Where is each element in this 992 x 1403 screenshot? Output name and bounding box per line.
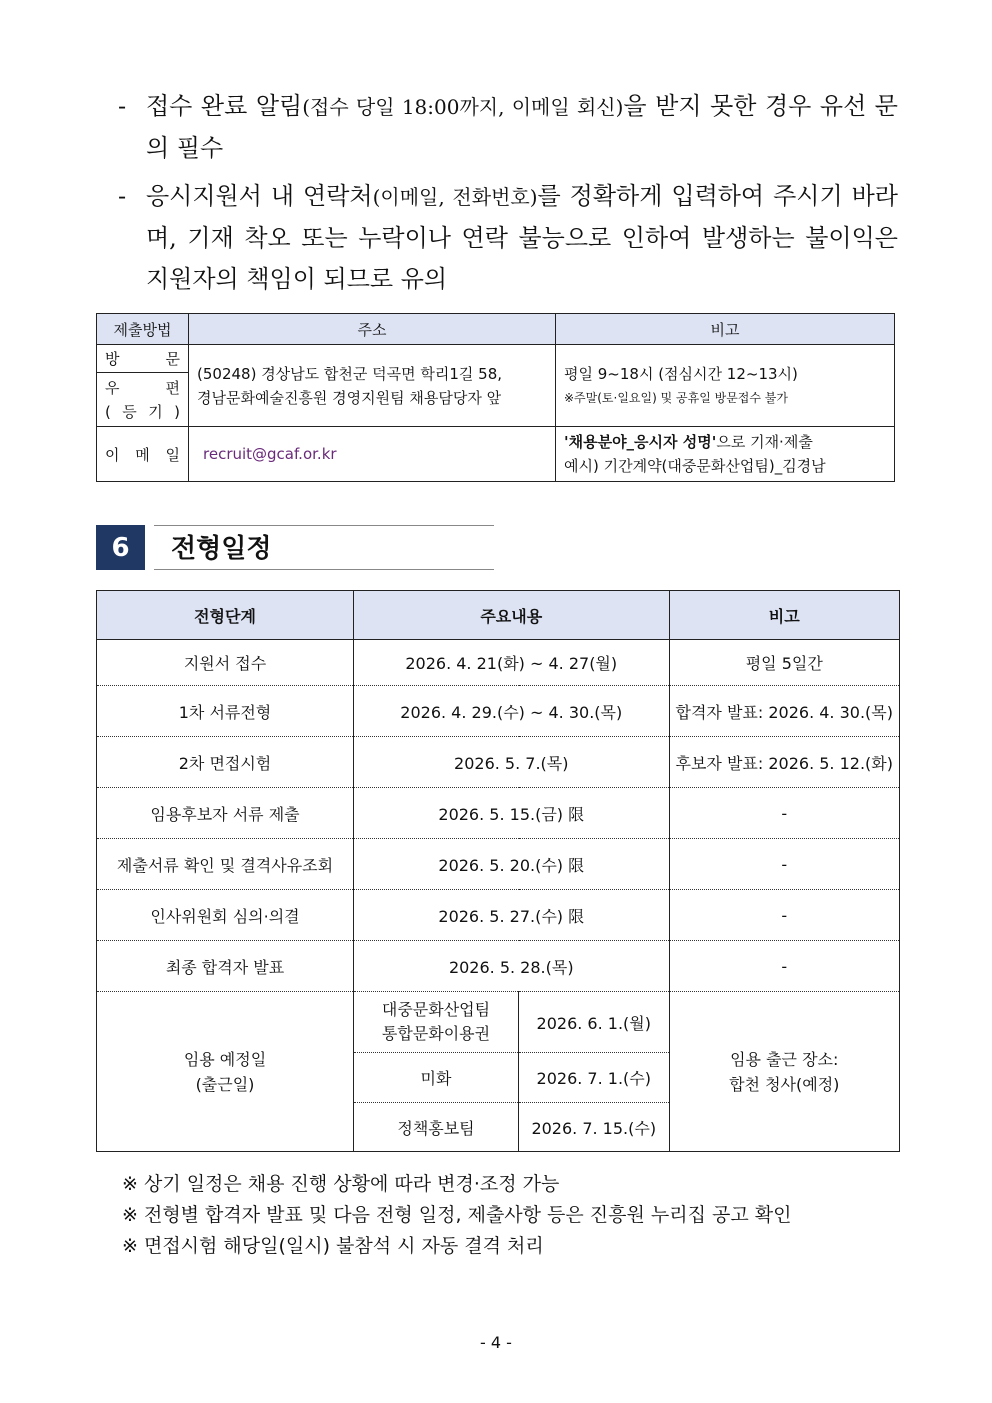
content-cell: 2026. 5. 27.(수) 限 <box>354 890 670 941</box>
notes <box>122 1169 791 1262</box>
appointment-stage-line1: 임용 예정일 <box>183 1049 267 1069</box>
stage-cell: 2차 면접시험 <box>97 737 354 788</box>
schedule-table <box>96 590 900 1152</box>
section-rule-top <box>154 525 494 526</box>
stage-cell: 최종 합격자 발표 <box>97 941 354 992</box>
note-item: ※ 전형별 합격자 발표 및 다음 전형 일정, 제출사항 등은 진흥원 누리집 공고 확인 <box>122 1204 792 1226</box>
email-note-rest: 으로 기재·제출 <box>716 433 813 451</box>
email-note-line1 <box>564 430 886 454</box>
page-number: - 4 - <box>480 1333 512 1352</box>
note-item: ※ 면접시험 해당일(일시) 불참석 시 자동 결격 처리 <box>122 1235 544 1257</box>
visit-note-cell <box>556 345 895 427</box>
stage-cell: 1차 서류전형 <box>97 686 354 737</box>
appointment-stage-cell <box>97 992 354 1152</box>
stage-cell: 지원서 접수 <box>97 640 354 686</box>
team-line1: 대중문화산업팀 <box>381 1000 491 1019</box>
address-cell <box>189 345 556 427</box>
table-row <box>97 686 900 737</box>
section-number: 6 <box>96 525 145 570</box>
content-cell: 2026. 4. 29.(수) ~ 4. 30.(목) <box>354 686 670 737</box>
note-cell: - <box>669 839 899 890</box>
team-date-cell: 2026. 7. 15.(수) <box>519 1103 670 1152</box>
header-note: 비고 <box>669 591 899 640</box>
address-line2: 경남문화예술진흥원 경영지원팀 채용담당자 앞 <box>197 388 502 407</box>
bullet-text: 접수 완료 알림(접수 당일 18:00까지, 이메일 회신)을 받지 못한 경우 유선 문의 필수 <box>146 92 898 162</box>
note-cell: - <box>669 941 899 992</box>
visit-note-closed: ※주말(토·일요일) 및 공휴일 방문접수 불가 <box>564 390 788 405</box>
table-row <box>97 890 900 941</box>
table-row <box>97 941 900 992</box>
header-note: 비고 <box>556 314 895 345</box>
note-cell: 평일 5일간 <box>669 640 899 686</box>
visit-label: 방 문 <box>97 345 189 373</box>
table-row <box>97 839 900 890</box>
content-cell: 2026. 5. 7.(목) <box>354 737 670 788</box>
team-cell: 정책홍보팀 <box>354 1103 519 1152</box>
submission-method-table <box>96 313 895 482</box>
section-title: 전형일정 <box>171 534 272 564</box>
table-row <box>97 737 900 788</box>
email-note-bold: '채용분야_응시자 성명' <box>564 433 717 451</box>
table-row <box>97 640 900 686</box>
stage-cell: 인사위원회 심의·의결 <box>97 890 354 941</box>
section-rule-bottom <box>154 569 494 570</box>
content-cell: 2026. 5. 15.(금) 限 <box>354 788 670 839</box>
bullet-dash: - <box>118 92 127 120</box>
mail-label-line2: ( 등 기 ) <box>105 402 180 421</box>
table-row <box>97 788 900 839</box>
appointment-note-line1: 임용 출근 장소: <box>730 1049 839 1069</box>
note-cell: - <box>669 788 899 839</box>
mail-label <box>97 373 189 427</box>
header-content: 주요내용 <box>354 591 670 640</box>
note-cell: 후보자 발표: 2026. 5. 12.(화) <box>669 737 899 788</box>
note-cell: 합격자 발표: 2026. 4. 30.(목) <box>669 686 899 737</box>
appointment-note-cell <box>669 992 899 1152</box>
note-cell: - <box>669 890 899 941</box>
bullet-contact-info <box>118 176 898 300</box>
team-date-cell: 2026. 7. 1.(수) <box>519 1053 670 1103</box>
table-row-appointment <box>97 992 900 1053</box>
header-method: 제출방법 <box>97 314 189 345</box>
note-item: ※ 상기 일정은 채용 진행 상황에 따라 변경·조정 가능 <box>122 1173 560 1195</box>
header-address: 주소 <box>189 314 556 345</box>
appointment-stage-line2: (출근일) <box>195 1074 255 1094</box>
stage-cell: 임용후보자 서류 제출 <box>97 788 354 839</box>
visit-note-hours: 평일 9~18시 (점심시간 12~13시) <box>564 364 798 383</box>
team-date-cell: 2026. 6. 1.(월) <box>519 992 670 1053</box>
stage-cell: 제출서류 확인 및 결격사유조회 <box>97 839 354 890</box>
bullet-receipt-confirmation <box>118 86 898 169</box>
team-cell: 미화 <box>354 1053 519 1103</box>
team-cell <box>354 992 519 1053</box>
content-cell: 2026. 5. 20.(수) 限 <box>354 839 670 890</box>
content-cell: 2026. 4. 21(화) ~ 4. 27(월) <box>354 640 670 686</box>
email-label: 이 메 일 <box>97 427 189 482</box>
content-cell: 2026. 5. 28.(목) <box>354 941 670 992</box>
mail-label-line1: 우 편 <box>105 378 180 397</box>
email-note-cell <box>556 427 895 482</box>
header-stage: 전형단계 <box>97 591 354 640</box>
address-line1: (50248) 경상남도 합천군 덕곡면 학리1길 58, <box>197 364 503 383</box>
email-address[interactable]: recruit@gcaf.or.kr <box>189 427 556 482</box>
appointment-note-line2: 합천 청사(예정) <box>729 1074 840 1094</box>
email-note-example: 예시) 기간계약(대중문화산업팀)_김경남 <box>564 457 826 475</box>
bullet-text: 응시지원서 내 연락처(이메일, 전화번호)를 정확하게 입력하여 주시기 바라며, 기재 착오 또는 누락이나 연락 불능으로 인하여 발생하는 불이익은 지원자의 책임이 되므로 유의 <box>146 182 898 293</box>
team-line2: 통합문화이용권 <box>381 1024 491 1043</box>
bullet-dash: - <box>118 182 127 210</box>
